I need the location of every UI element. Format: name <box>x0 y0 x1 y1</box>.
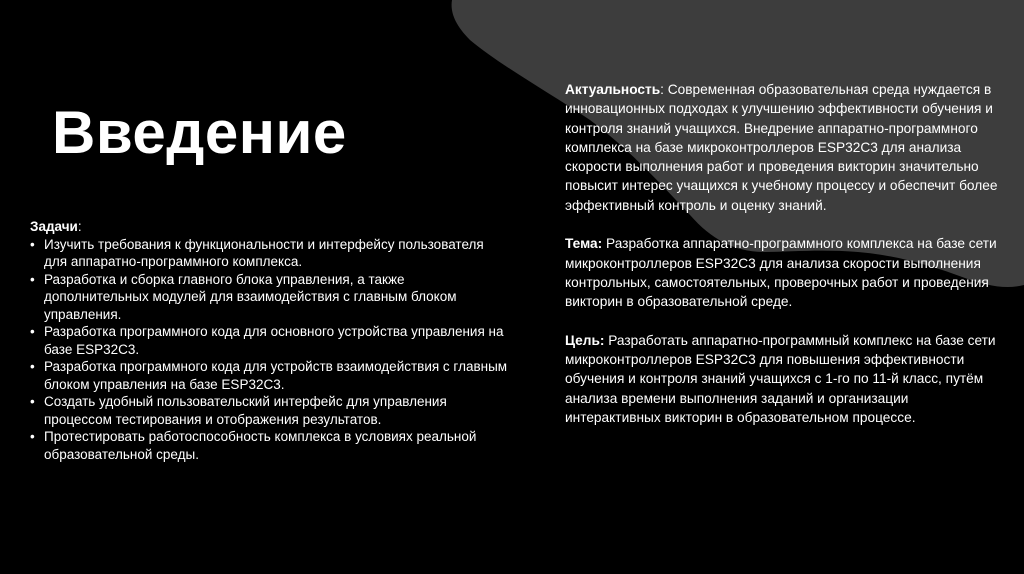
tasks-section <box>30 218 510 463</box>
relevance-label: Актуальность <box>565 82 661 97</box>
topic-text: Разработка аппаратно-программного комплекса на базе сети микроконтроллеров ESP32C3 для анализа скорости выполнения контрольных, самостоятельных, проверочных работ и проведения викторин в образовательной среде. <box>565 236 997 310</box>
tasks-label: Задачи <box>30 219 78 234</box>
tasks-list <box>30 236 510 464</box>
relevance-text: : Современная образовательная среда нуждается в инновационных подходах к улучшению эффективности обучения и контроля знаний учащихся. Внедрение аппаратно-программного комплекса на базе микроконтроллеров ESP32C3 для анализа скорости выполнения работ и проведения викторин значительно повысит интерес учащихся к учебному процессу и обеспечит более эффективный контроль и оценку знаний. <box>565 82 998 213</box>
task-item: • Создать удобный пользовательский интерфейс для управления процессом тестирования и отображения результатов. <box>30 393 510 428</box>
task-item: • Изучить требования к функциональности и интерфейсу пользователя для аппаратно-программного комплекса. <box>30 236 510 271</box>
goal-text: Разработать аппаратно-программный комплекс на базе сети микроконтроллеров ESP32C3 для повышения эффективности обучения и контроля знаний учащихся с 1-го по 11-й класс, путём анализа времени выполнения заданий и организации интерактивных викторин в образовательном процессе. <box>565 332 996 426</box>
task-item: • Протестировать работоспособность комплекса в условиях реальной образовательной среды. <box>30 428 510 463</box>
topic-label: Тема: <box>565 236 603 252</box>
goal-label: Цель: <box>565 332 605 348</box>
task-item: • Разработка и сборка главного блока управления, а также дополнительных модулей для взаимодействия с главным блоком управления. <box>30 271 510 324</box>
task-item: • Разработка программного кода для устройств взаимодействия с главным блоком управления на базе ESP32C3. <box>30 358 510 393</box>
topic-paragraph <box>565 234 1005 311</box>
description-column <box>565 80 1005 447</box>
goal-paragraph <box>565 331 1005 427</box>
task-item: • Разработка программного кода для основного устройства управления на базе ESP32C3. <box>30 323 510 358</box>
tasks-heading <box>30 218 510 236</box>
relevance-paragraph <box>565 80 1005 215</box>
tasks-label-suffix: : <box>77 219 82 234</box>
slide-title: Введение <box>52 99 347 166</box>
